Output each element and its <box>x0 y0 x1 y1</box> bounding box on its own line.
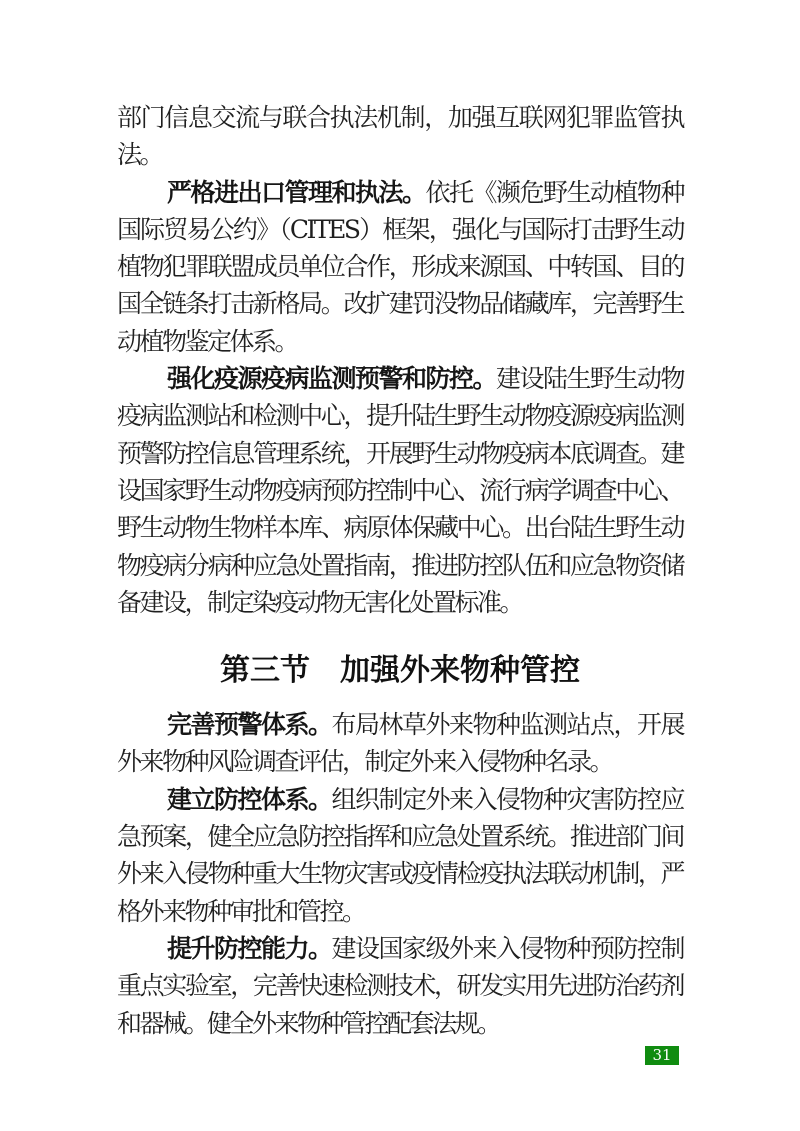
page-number-badge: 31 <box>645 1046 679 1065</box>
document-body <box>117 99 683 1042</box>
paragraph-text: 建设陆生野生动物疫病监测站和检测中心，提升陆生野生动物疫源疫病监测预警防控信息管理系统，开展野生动物疫病本底调查。建设国家野生动物疫病预防控制中心、流行病学调查中心、野生动物生物样本库、病原体保藏中心。出台陆生野生动物疫病分病种应急处置指南，推进防控队伍和应急物资储备建设，制定染疫动物无害化处置标准。 <box>117 364 683 617</box>
body-paragraph <box>117 930 683 1042</box>
paragraph-lead: 严格进出口管理和执法。 <box>167 177 426 207</box>
paragraph-text: 依托《濒危野生动植物种国际贸易公约》（CITES）框架，强化与国际打击野生动植物犯罪联盟成员单位合作，形成来源国、中转国、目的国全链条打击新格局。改扩建罚没物品储藏库，完善野生动植物鉴定体系。 <box>117 177 683 356</box>
body-paragraph <box>117 174 683 360</box>
paragraph-lead: 完善预警体系。 <box>167 710 332 740</box>
paragraph-text: 布局林草外来物种监测站点，开展外来物种风险调查评估，制定外来入侵物种名录。 <box>117 710 683 777</box>
section-heading: 第三节 加强外来物种管控 <box>220 653 580 689</box>
body-paragraph <box>117 781 683 930</box>
paragraph-text: 部门信息交流与联合执法机制，加强互联网犯罪监管执法。 <box>117 103 683 170</box>
body-paragraph <box>117 360 683 621</box>
paragraph-lead: 建立防控体系。 <box>167 784 332 814</box>
body-paragraph <box>117 706 683 781</box>
paragraph-text: 建设国家级外来入侵物种预防控制重点实验室，完善快速检测技术，研发实用先进防治药剂和器械。健全外来物种管控配套法规。 <box>117 933 683 1038</box>
paragraph-lead: 强化疫源疫病监测预警和防控。 <box>167 364 496 394</box>
body-paragraph <box>117 99 683 174</box>
paragraph-text: 组织制定外来入侵物种灾害防控应急预案，健全应急防控指挥和应急处置系统。推进部门间外来入侵物种重大生物灾害或疫情检疫执法联动机制，严格外来物种审批和管控。 <box>117 784 683 926</box>
paragraph-lead: 提升防控能力。 <box>167 933 332 963</box>
